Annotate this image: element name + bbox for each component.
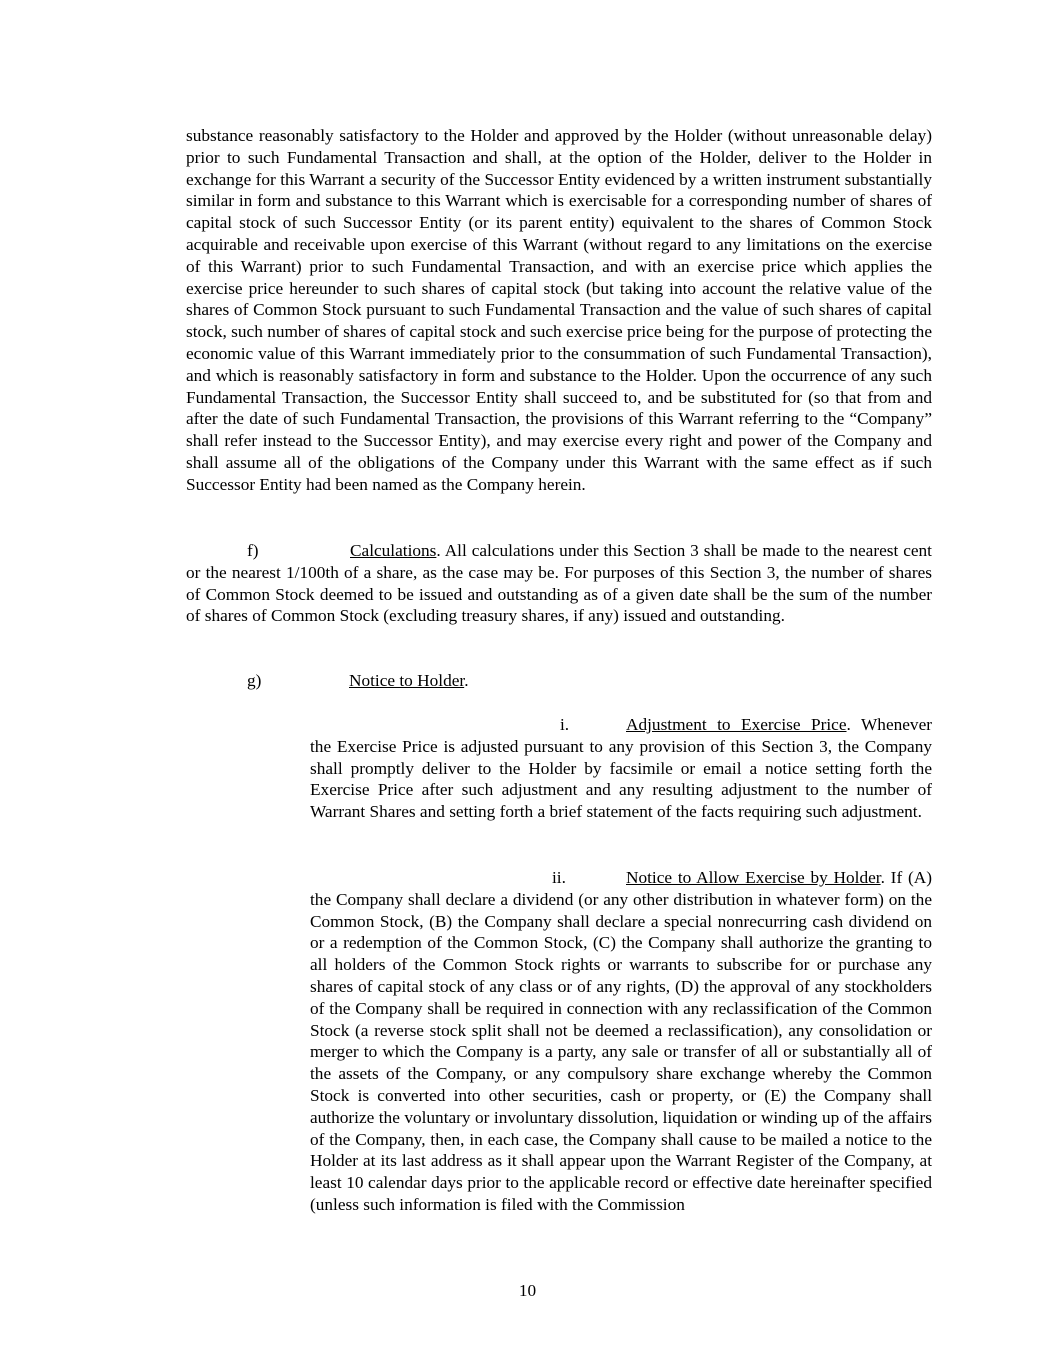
paragraph-f-calculations	[186, 540, 932, 627]
paragraph-g-ii-text: . If (A) the Company shall declare a dividend (or any other distribution in whatever form) on the Common Stock, (B) the Company shall declare a special nonrecurring cash dividend on or a redemption of the Common Stock, (C) the Company shall authorize the granting to all holders of the Common Stock rights or warrants to subscribe for or purchase any shares of capital stock of any class or of any rights, (D) the approval of any stockholders of the Company shall be required in connection with any reclassification of the Common Stock (a reverse stock split shall not be deemed a reclassification), any consolidation or merger to which the Company is a party, any sale or transfer of all or substantially all of the assets of the Company, or any compulsory share exchange whereby the Common Stock is converted into other securities, cash or property, or (E) the Company shall authorize the voluntary or involuntary dissolution, liquidation or winding up of the affairs of the Company, then, in each case, the Company shall cause to be mailed a notice to the Holder at its last address as it shall appear upon the Warrant Register of the Company, at least 10 calendar days prior to the applicable record or effective date hereinafter specified (unless such information is filed with the Commission	[310, 868, 932, 1214]
paragraph-g-ii-heading: Notice to Allow Exercise by Holder	[626, 868, 881, 887]
paragraph-g-heading: Notice to Holder	[349, 671, 465, 690]
paragraph-g-trail: .	[464, 671, 469, 690]
paragraph-g-notice-to-holder	[186, 670, 932, 692]
paragraph-g-i-heading: Adjustment to Exercise Price	[626, 715, 847, 734]
paragraph-f-heading: Calculations	[350, 541, 437, 560]
paragraph-g-ii-notice-allow-exercise	[310, 867, 932, 1216]
paragraph-g-ii-label: ii.	[552, 868, 566, 887]
paragraph-fundamental-transaction-continued: substance reasonably satisfactory to the Holder and approved by the Holder (without unreasonable delay) prior to such Fundamental Transaction and shall, at the option of the Holder, deliver to the Holder in exchange for this Warrant a security of the Successor Entity evidenced by a written instrument substantially similar in form and substance to this Warrant which is exercisable for a corresponding number of shares of capital stock of such Successor Entity (or its parent entity) equivalent to the shares of Common Stock acquirable and receivable upon exercise of this Warrant (without regard to any limitations on the exercise of this Warrant) prior to such Fundamental Transaction, and with an exercise price which applies the exercise price hereunder to such shares of capital stock (but taking into account the relative value of the shares of Common Stock pursuant to such Fundamental Transaction and the value of such shares of capital stock, such number of shares of capital stock and such exercise price being for the purpose of protecting the economic value of this Warrant immediately prior to the consummation of such Fundamental Transaction), and which is reasonably satisfactory in form and substance to the Holder. Upon the occurrence of any such Fundamental Transaction, the Successor Entity shall succeed to, and be substituted for (so that from and after the date of such Fundamental Transaction, the provisions of this Warrant referring to the “Company” shall refer instead to the Successor Entity), and may exercise every right and power of the Company and shall assume all of the obligations of the Company under this Warrant with the same effect as if such Successor Entity had been named as the Company herein.	[186, 126, 932, 494]
paragraph-f-text: . All calculations under this Section 3 shall be made to the nearest cent or the nearest 1/100th of a share, as the case may be. For purposes of this Section 3, the number of shares of Common Stock deemed to be issued and outstanding as of a given date shall be the sum of the number of shares of Common Stock (excluding treasury shares, if any) issued and outstanding.	[186, 541, 932, 626]
paragraph-f-label: f)	[247, 541, 259, 560]
page-number: 10	[518, 1281, 537, 1300]
paragraph-g-i-label: i.	[560, 715, 570, 734]
paragraph-g-i-adjustment	[310, 714, 932, 823]
paragraph-g-i-text: . Whenever the Exercise Price is adjusted pursuant to any provision of this Section 3, the Company shall promptly deliver to the Holder by facsimile or email a notice setting forth the Exercise Price after such adjustment and any resulting adjustment to the number of Warrant Shares and setting forth a brief statement of the facts requiring such adjustment.	[310, 715, 932, 822]
paragraph-g-label: g)	[247, 671, 262, 690]
